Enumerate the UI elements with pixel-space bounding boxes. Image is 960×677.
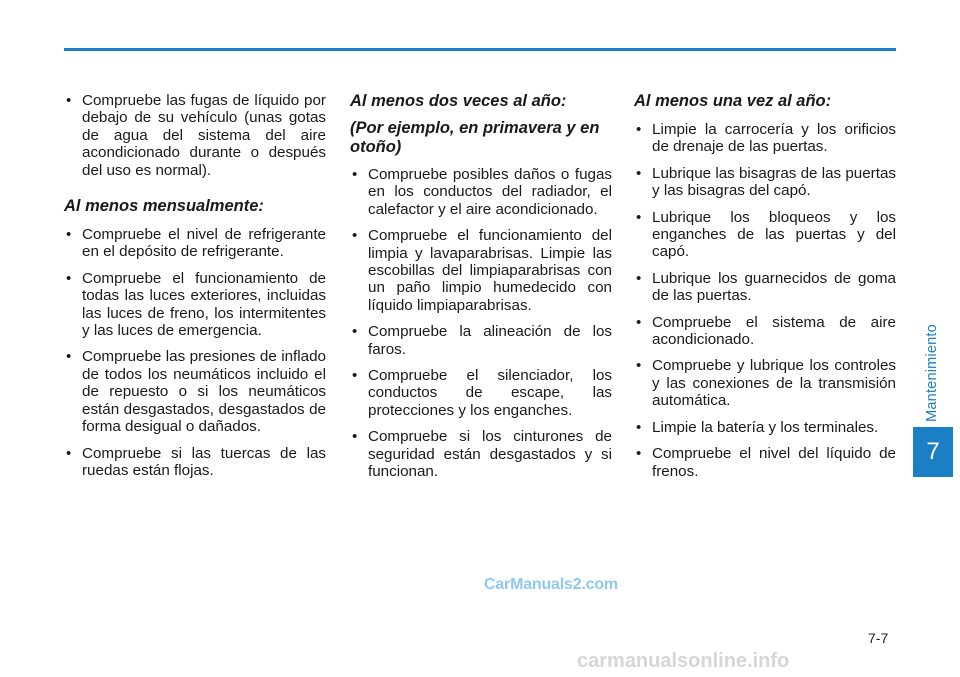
monthly-list <box>64 226 326 479</box>
column-2 <box>350 92 612 490</box>
list-item: • Compruebe si los cinturones de seguridad están desgastados y si funcionan. <box>350 428 612 480</box>
list-item: • Lubrique las bisagras de las puertas y las bisagras del capó. <box>634 165 896 200</box>
list-item: • Compruebe y lubrique los controles y las conexiones de la transmisión automática. <box>634 357 896 409</box>
intro-list <box>64 92 326 179</box>
section-heading-monthly: Al menos mensualmente: <box>64 197 264 216</box>
bottom-watermark: carmanualsonline.info <box>577 650 790 672</box>
column-3 <box>634 92 896 489</box>
section-tab <box>918 318 946 428</box>
chapter-number-badge: 7 <box>913 427 953 477</box>
list-item: • Compruebe el nivel de refrigerante en el depósito de refrigerante. <box>64 226 326 261</box>
list-item: • Compruebe el nivel del líquido de frenos. <box>634 445 896 480</box>
list-item: • Compruebe la alineación de los faros. <box>350 323 612 358</box>
list-item: • Limpie la carrocería y los orificios de drenaje de las puertas. <box>634 121 896 156</box>
list-item: • Compruebe el sistema de aire acondicionado. <box>634 314 896 349</box>
watermark-logo: CarManuals2.com <box>484 576 618 593</box>
list-item: • Lubrique los bloqueos y los enganches de las puertas y del capó. <box>634 209 896 261</box>
page-number: 7-7 <box>868 630 889 646</box>
column-1 <box>64 92 326 488</box>
top-rule <box>64 48 896 51</box>
list-item: • Compruebe el funcionamiento de todas las luces exteriores, incluidas las luces de freno, los intermitentes y las luces de emergencia. <box>64 270 326 340</box>
list-item: • Compruebe las fugas de líquido por debajo de su vehículo (unas gotas de agua del sistema del aire acondicionado durante o después del uso es normal). <box>64 92 326 179</box>
section-tab-label: Mantenimiento <box>924 324 940 422</box>
list-item: • Compruebe las presiones de inflado de todos los neumáticos incluido el de repuesto o si los neumáticos están desgastados, desgastados de forma desigual o dañados. <box>64 348 326 435</box>
section-heading-twice-yearly: Al menos dos veces al año: <box>350 92 567 110</box>
list-item: • Limpie la batería y los terminales. <box>634 419 896 436</box>
list-item: • Compruebe posibles daños o fugas en los conductos del radiador, el calefactor y el aire acondicionado. <box>350 166 612 218</box>
list-item: • Compruebe el silenciador, los conductos de escape, las protecciones y los enganches. <box>350 367 612 419</box>
list-item: • Compruebe el funcionamiento del limpia y lavaparabrisas. Limpie las escobillas del limpiaparabrisas con un paño limpio humedecido con líquido limpiaparabrisas. <box>350 227 612 314</box>
list-item: • Compruebe si las tuercas de las ruedas están flojas. <box>64 445 326 480</box>
list-item: • Lubrique los guarnecidos de goma de las puertas. <box>634 270 896 305</box>
section-subheading: (Por ejemplo, en primavera y en otoño) <box>350 119 600 156</box>
yearly-list <box>634 121 896 480</box>
section-heading-yearly: Al menos una vez al año: <box>634 92 832 110</box>
twice-yearly-list <box>350 166 612 481</box>
